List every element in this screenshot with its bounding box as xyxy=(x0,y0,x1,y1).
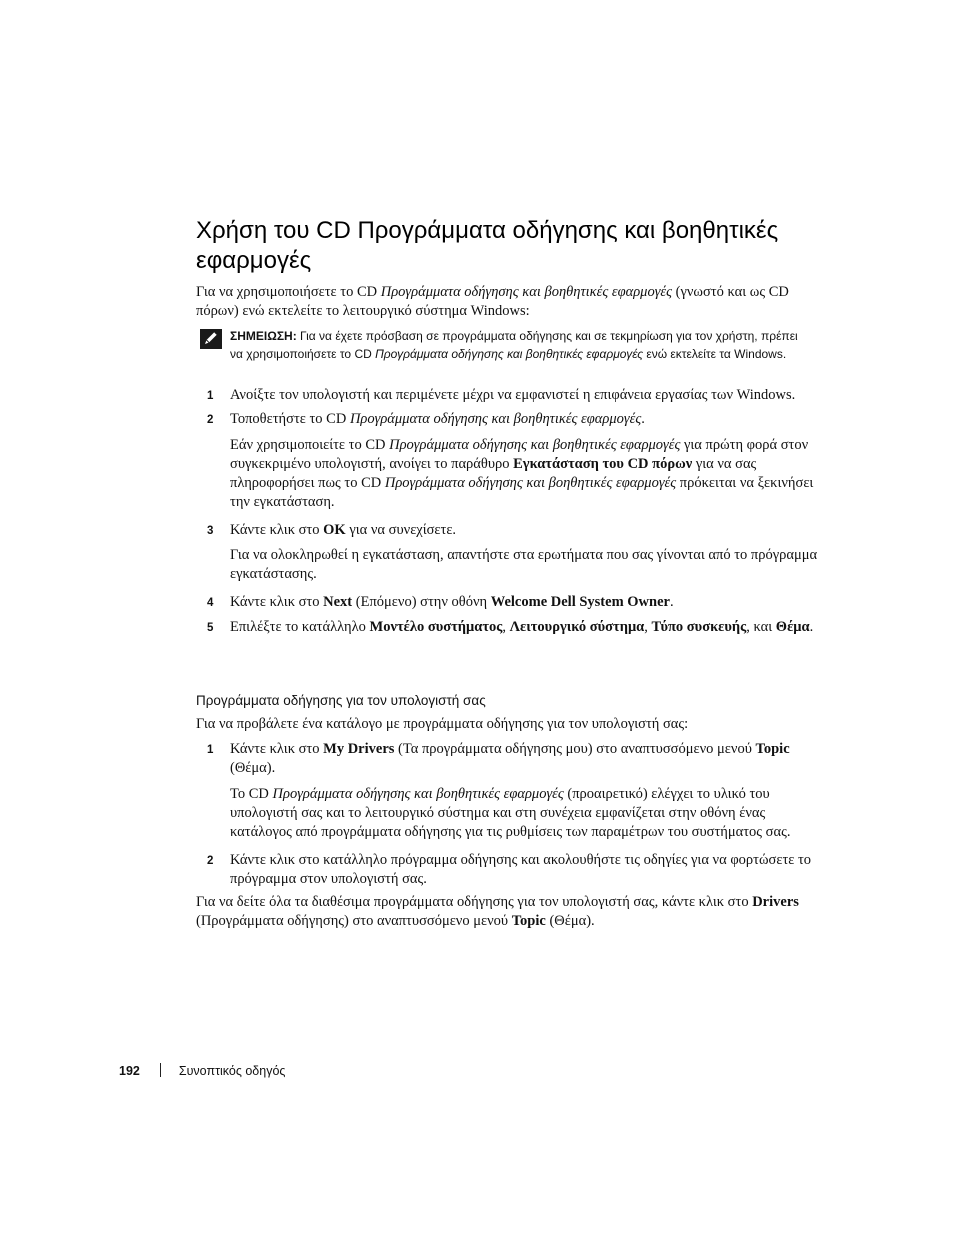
step-number: 4 xyxy=(207,597,214,609)
subsection-title: Προγράμματα οδήγησης για τον υπολογιστή σας xyxy=(196,693,486,708)
step-detail: Για να ολοκληρωθεί η εγκατάσταση, απαντήστε στα ερωτήματα που σας γίνονται από το πρόγραμμα εγκατάστασης. xyxy=(230,547,818,582)
step-detail: Το CD Προγράμματα οδήγησης και βοηθητικές εφαρμογές (προαιρετικό) ελέγχει το υλικό του υπολογιστή σας και το λειτουργικό σύστημα και στη συνέχεια εμφανίζεται στην οθόνη ένας κατάλογος από προγράμματα οδήγησης για τις ρυθμίσεις των παραμέτρων του συστήματος σας. xyxy=(230,786,791,840)
intro-paragraph: Για να χρησιμοποιήσετε το CD Προγράμματα οδήγησης και βοηθητικές εφαρμογές (γνωστό και ως CD πόρων) ενώ εκτελείτε το λειτουργικό σύστημα Windows: xyxy=(196,284,789,319)
page-number: 192 xyxy=(119,1064,140,1078)
step-detail: Εάν χρησιμοποιείτε το CD Προγράμματα οδήγησης και βοηθητικές εφαρμογές για πρώτη φορά στον συγκεκριμένο υπολογιστή, ανοίγει το παράθυρο Εγκατάσταση του CD πόρων για να σας πληροφορήσει πως το CD Προγράμματα οδήγησης και βοηθητικές εφαρμογές πρόκειται να ξεκινήσει την εγκατάσταση. xyxy=(230,437,814,510)
pencil-note-icon xyxy=(200,329,222,349)
list-item: 5 Επιλέξτε το κατάλληλο Μοντέλο συστήματος, Λειτουργικό σύστημα, Τύπο συσκευής, και Θέμα. xyxy=(196,618,826,637)
list-item: 2 Κάντε κλικ στο κατάλληλο πρόγραμμα οδήγησης και ακολουθήστε τις οδηγίες για να φορτώσετε το πρόγραμμα στον υπολογιστή σας. xyxy=(207,852,812,887)
drivers-steps xyxy=(196,740,826,889)
step-number: 1 xyxy=(207,744,214,756)
step-number: 5 xyxy=(207,622,214,634)
footer-separator xyxy=(160,1063,161,1077)
step-number: 3 xyxy=(207,525,214,537)
drivers-intro: Για να προβάλετε ένα κατάλογο με προγράμματα οδήγησης για τον υπολογιστή σας: xyxy=(196,716,689,732)
all-drivers-paragraph: Για να δείτε όλα τα διαθέσιμα προγράμματα οδήγησης για τον υπολογιστή σας, κάντε κλικ στο Drivers (Προγράμματα οδήγησης) στο αναπτυσσόμενο μενού Topic (Θέμα). xyxy=(196,894,799,929)
note-text: ΣΗΜΕΙΩΣΗ: Για να έχετε πρόσβαση σε προγράμματα οδήγησης και σε τεκμηρίωση για τον χρήστη, πρέπει να χρησιμοποιήσετε το CD Προγράμματα οδήγησης και βοηθητικές εφαρμογές ενώ εκτελείτε τα Windows. xyxy=(230,329,798,361)
list-item: 1 Κάντε κλικ στο My Drivers (Τα προγράμματα οδήγησης μου) στο αναπτυσσόμενο μενού Topic (Θέμα). xyxy=(207,741,790,776)
note-box xyxy=(200,327,810,363)
step-number: 2 xyxy=(207,414,214,426)
book-title: Συνοπτικός οδηγός xyxy=(178,1064,286,1078)
step-number: 1 xyxy=(207,390,214,402)
list-item: 3 Κάντε κλικ στο OK για να συνεχίσετε. xyxy=(196,521,826,540)
page-title: Χρήση του CD Προγράμματα οδήγησης και βοηθητικές εφαρμογές xyxy=(196,217,779,274)
page-footer xyxy=(119,1062,285,1080)
step-number: 2 xyxy=(207,855,214,867)
list-item: 1 Ανοίξτε τον υπολογιστή και περιμένετε μέχρι να εμφανιστεί η επιφάνεια εργασίας των Windows. xyxy=(196,386,826,405)
install-steps xyxy=(196,386,826,637)
list-item: 4 Κάντε κλικ στο Next (Επόμενο) στην οθόνη Welcome Dell System Owner. xyxy=(196,593,826,612)
list-item: 2 Τοποθετήστε το CD Προγράμματα οδήγησης και βοηθητικές εφαρμογές. xyxy=(196,410,826,429)
